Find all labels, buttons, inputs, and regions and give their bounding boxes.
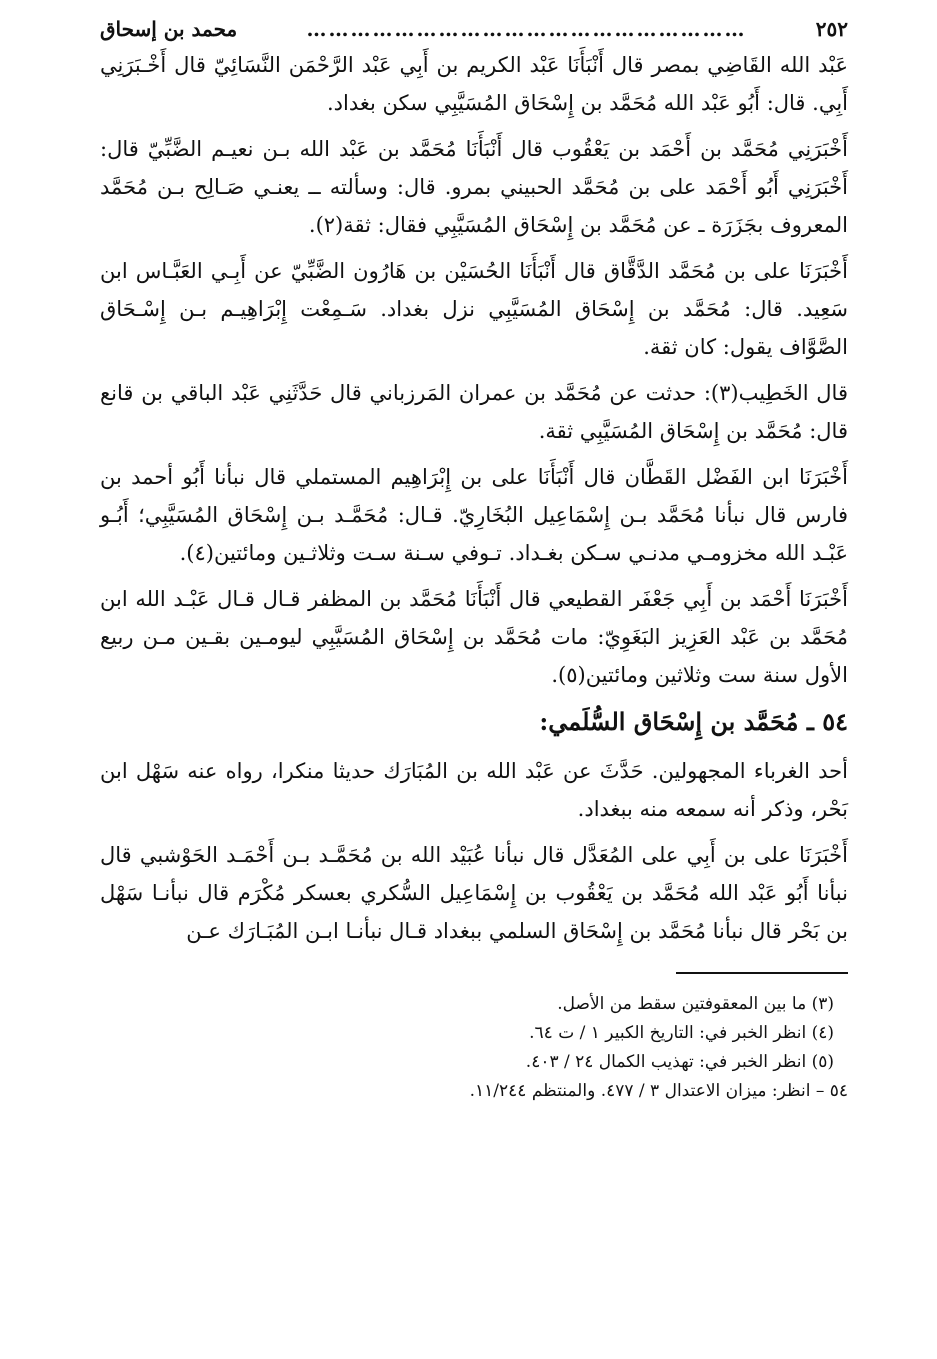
book-page [100,14,848,1106]
footnote: (٤) انظر الخبر في: التاريخ الكبير ١ / ت ٦٤. [529,1023,834,1043]
paragraph: أَخْبَرَنَا ابن الفَضْل القَطَّان قال أَنْبَأَنَا على بن إِبْرَاهِيم المستملي قال نبأنا أَبُو أحمد بن فارس قال نبأنا مُحَمَّد بـن إِسْمَاعِيل البُخَارِيّ. قـال: مُحَمَّـد بـن إِسْحَاق المُسَيَّبِي؛ أَبُـو عَبْـد الله مخزومـي مدنـي سـكن بغـداد. تـوفي سـنة سـت وثلاثـين ومائتين(٤). [100,465,848,565]
header-dot-leader: …………………………………………………… [306,17,747,41]
paragraph: أَخْبَرَنِي مُحَمَّد بن أَحْمَد بن يَعْقُوب قال أَنْبَأَنَا مُحَمَّد بن عَبْد الله بـن نعيـم الضَّبِّيّ قال: أَخْبَرَنِي أَبُو أَحْمَد على بن مُحَمَّد الحبيني بمرو. قال: وسألته ــ يعنـي صَـالِح بـن مُحَمَّد المعروف بجَزَرَة ـ عن مُحَمَّد بن إِسْحَاق المُسَيَّبِي فقال: ثقة(٢). [100,137,849,237]
footnote: (٥) انظر الخبر في: تهذيب الكمال ٢٤ / ٤٠٣. [525,1052,834,1072]
paragraph: أَخْبَرَنَا أَحْمَد بن أَبِي جَعْفَر القطيعي قال أَنْبَأَنَا مُحَمَّد بن المظفر قـال قـال عَبْـد الله ابن مُحَمَّد بن عَبْد العَزِيز البَغَوِيّ: مات مُحَمَّد بن إِسْحَاق المُسَيَّبِي ليومـين بقـين مـن ربيع الأول سنة ست وثلاثين ومائتين(٥). [100,587,848,687]
entry-paragraph: أحد الغرباء المجهولين. حَدَّثَ عن عَبْد الله بن المُبَارَك حديثا منكرا، رواه عنه سَهْل ابن بَحْر، وذكر أنه سمعه منه ببغداد. [100,759,848,821]
paragraph: قال الخَطِيب(٣): حدثت عن مُحَمَّد بن عمران المَرزباني قال حَدَّثَنِي عَبْد الباقي بن قانع قال: مُحَمَّد بن إِسْحَاق المُسَيَّبِي ثقة. [100,381,848,443]
page-header [100,14,848,44]
page-number: ٢٥٢ [815,17,848,41]
paragraph: أَخْبَرَنَا على بن مُحَمَّد الدَّقَّاق قال أَنْبَأَنَا الحُسَيْن بن هَارُون الضَّبِّيّ عن أَبِـي العَبَّـاس ابن سَعِيد. قال: مُحَمَّد بن إِسْحَاق المُسَيَّبِي نزل بغداد. سَـمِعْت إِبْرَاهِيـم بـن إِسْـحَاق الصَّوَّاف يقول: كان ثقة. [100,259,848,359]
footnote: (٣) ما بين المعقوفتين سقط من الأصل. [557,994,834,1014]
footnote-divider [676,972,848,974]
running-title: محمد بن إسحاق [100,17,238,41]
entry-heading: ٥٤ ـ مُحَمَّد بن إِسْحَاق السُّلَمي: [539,707,848,736]
footnote: ٥٤ – انظر: ميزان الاعتدال ٣ / ٤٧٧. والمنتظم ١١/٢٤٤. [469,1081,848,1101]
paragraph: عَبْد الله القَاضِي بمصر قال أَنْبَأَنَا عَبْد الكريم بن أَبِي عَبْد الرَّحْمَن النَّسَائِيّ قال أَخْـبَرَنِي أَبِي. قال: أَبُو عَبْد الله مُحَمَّد بن إِسْحَاق المُسَيَّبِي سكن بغداد. [100,53,848,115]
entry-paragraph: أَخْبَرَنَا على بن أَبِي على المُعَدَّل قال نبأنا عُبَيْد الله بن مُحَمَّـد بـن أَحْمَـد الحَوْشبي قال نبأنا أَبُو عَبْد الله مُحَمَّد بن يَعْقُوب بن إِسْمَاعِيل السُّكري بعسكر مُكْرَم قال نبأنـا سَهْل بن بَحْر قال نبأنا مُحَمَّد بن إِسْحَاق السلمي ببغداد قـال نبأنـا ابـن المُبَـارَك عـن [100,843,848,943]
